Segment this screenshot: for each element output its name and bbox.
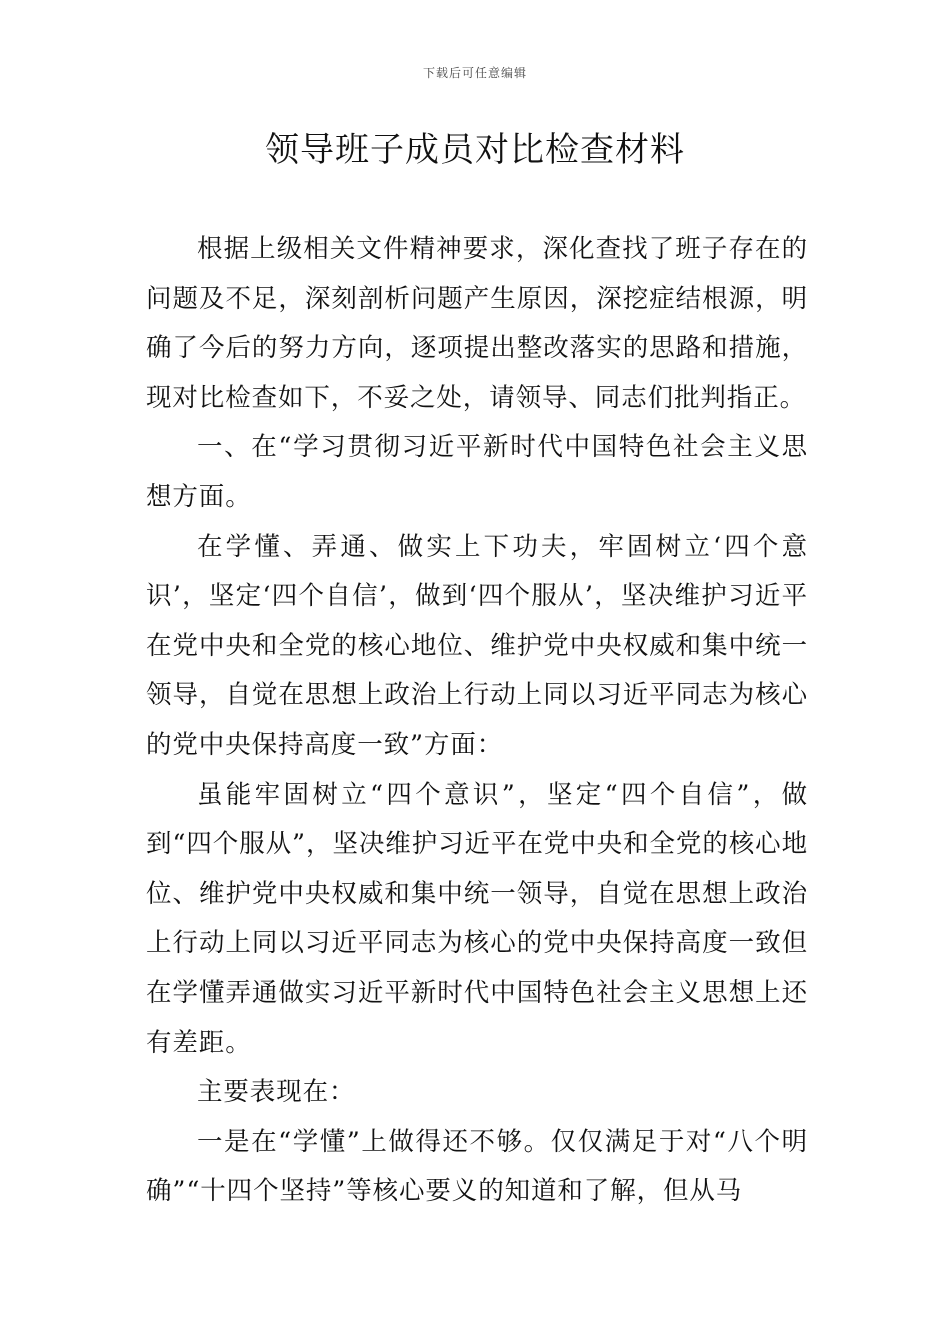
paragraph-assessment: 虽能牢固树立“四个意识”，坚定“四个自信”，做到“四个服从”，坚决维护习近平在党中央和全党的核心地位、维护党中央权威和集中统一领导，自觉在思想上政治上行动上同以习近平同志为核心的党中央保持高度一致但在学懂弄通做实习近平新时代中国特色社会主义思想上还有差距。	[146, 779, 808, 1058]
document-body	[146, 225, 808, 1217]
paragraph-main-manifestations: 主要表现在：	[197, 1077, 356, 1108]
paragraph-point-one: 一是在“学懂”上做得还不够。仅仅满足于对“八个明确”“十四个坚持”等核心要义的知道和了解，但从马	[146, 1126, 808, 1207]
document-title: 领导班子成员对比检查材料	[265, 130, 685, 170]
paragraph-intro: 根据上级相关文件精神要求，深化查找了班子存在的问题及不足，深刻剖析问题产生原因，深挖症结根源，明确了今后的努力方向，逐项提出整改落实的思路和措施，现对比检查如下，不妥之处，请领导、同志们批判指正。	[146, 234, 808, 413]
paragraph-section-heading: 一、在“学习贯彻习近平新时代中国特色社会主义思想方面。	[146, 432, 808, 512]
header-note: 下载后可任意编辑	[422, 66, 527, 80]
paragraph-requirements: 在学懂、弄通、做实上下功夫，牢固树立‘四个意识’，坚定‘四个自信’，做到‘四个服从’，坚决维护习近平在党中央和全党的核心地位、维护党中央权威和集中统一领导，自觉在思想上政治上行动上同以习近平同志为核心的党中央保持高度一致”方面：	[146, 531, 808, 760]
